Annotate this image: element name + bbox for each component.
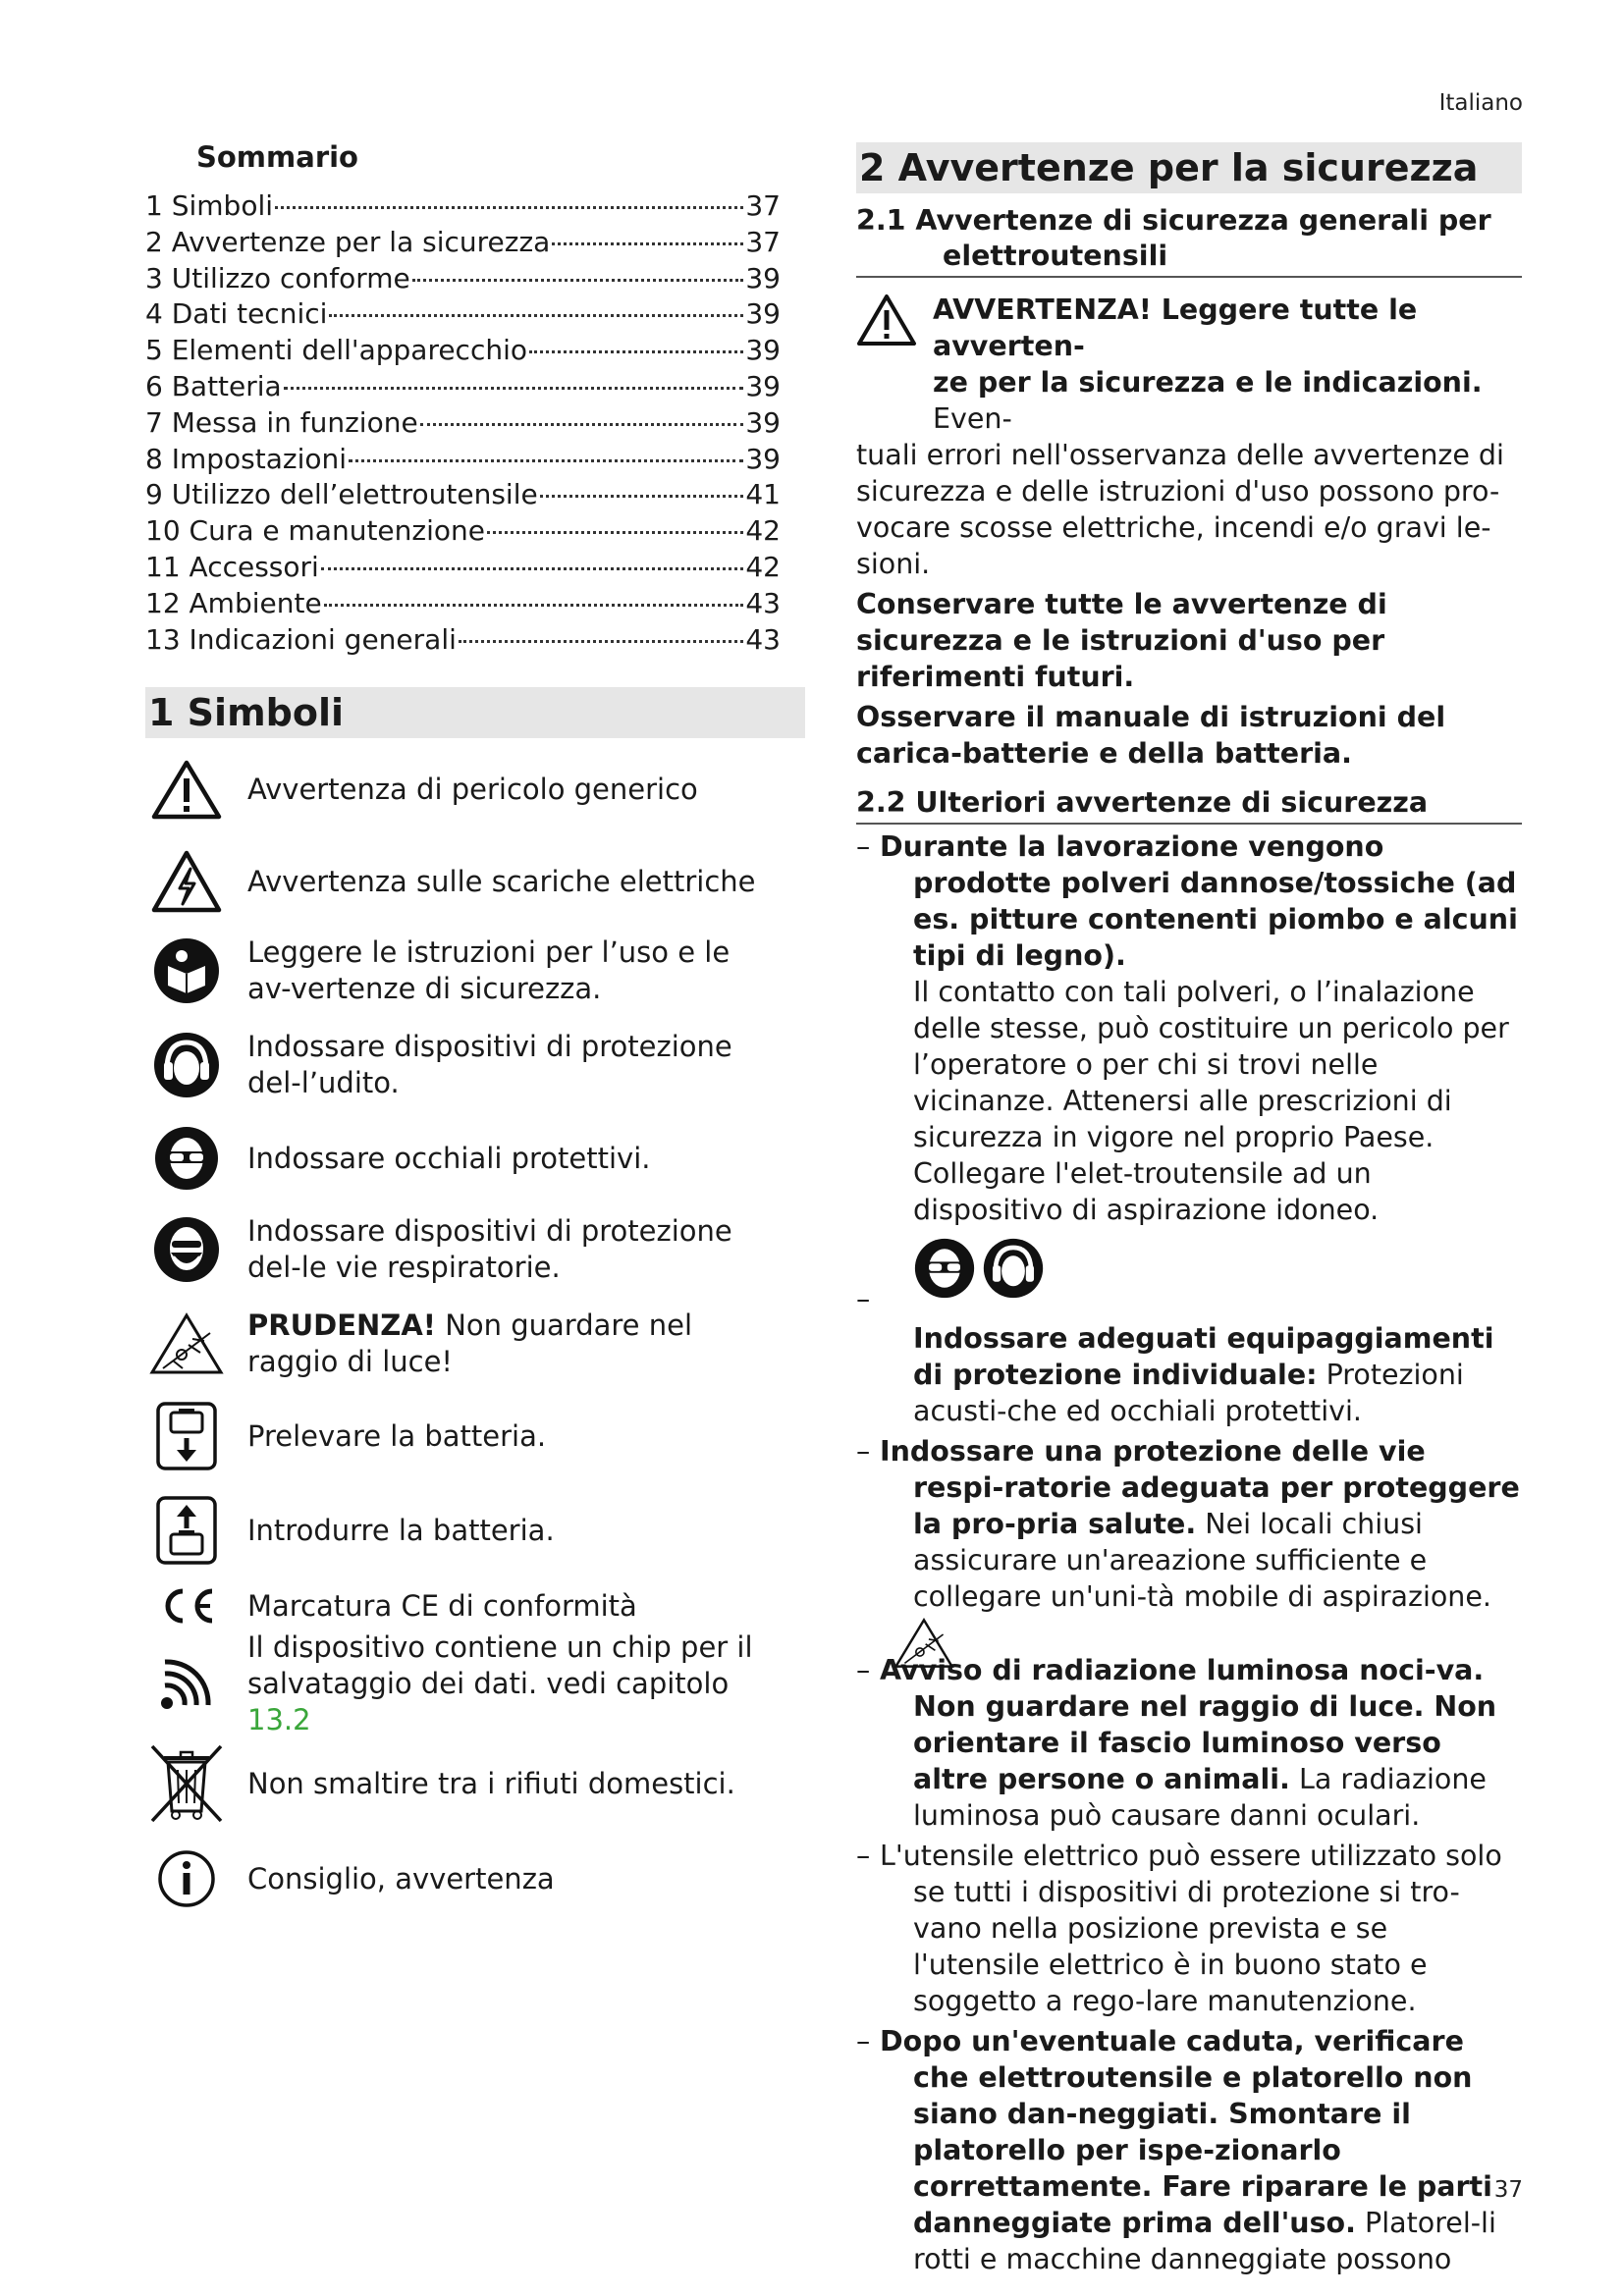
list-dash: – <box>856 2025 871 2057</box>
toc-entry-page: 42 <box>745 550 781 583</box>
toc-entry[interactable] <box>145 369 781 405</box>
toc-entry-label: 6 Batteria <box>145 369 282 402</box>
warning-text: Even- <box>933 402 1012 435</box>
safety-item <box>856 1652 1522 1834</box>
symbol-row <box>145 1629 805 1736</box>
symbol-row <box>145 1849 805 1908</box>
toc-leader-dots <box>275 206 743 209</box>
subsection-heading-additional: 2.2 Ulteriori avvertenze di sicurezza <box>856 785 1522 825</box>
symbol-row <box>145 760 805 819</box>
toc-leader-dots <box>487 531 743 534</box>
toc-leader-dots <box>284 387 744 390</box>
symbol-description: Avvertenza sulle scariche elettriche <box>247 864 756 898</box>
symbol-description <box>247 1308 758 1380</box>
symbol-description: Indossare dispositivi di protezione del-le vie respiratorie. <box>247 1214 732 1285</box>
respiratory-protection-icon <box>145 1215 228 1284</box>
table-of-contents <box>145 188 781 658</box>
toc-leader-dots <box>420 423 744 426</box>
toc-entry-page: 41 <box>745 478 781 511</box>
toc-entry-label: 11 Accessori <box>145 550 319 583</box>
item-text: Nei locali chiusi assicurare un'areazione sufficiente e collegare un'uni-tà mobile di aspirazione. <box>913 1508 1491 1613</box>
ear-protection-icon <box>982 1237 1045 1308</box>
toc-entry[interactable] <box>145 225 781 261</box>
symbols-list <box>145 760 805 1908</box>
rfid-text: Il dispositivo contiene un chip per il salvataggio dei dati. vedi capitolo <box>247 1629 753 1700</box>
page-number: 37 <box>1493 2177 1523 2203</box>
toc-leader-dots <box>529 350 743 353</box>
toc-entry-page: 43 <box>745 586 781 619</box>
safety-item <box>856 2023 1522 2277</box>
rfid-chip-icon <box>145 1654 228 1713</box>
chapter-link[interactable]: 13.2 <box>247 1702 311 1736</box>
toc-entry-page: 39 <box>745 334 781 367</box>
symbol-description: Leggere le istruzioni per l’uso e le av-vertenze di sicurezza. <box>247 935 731 1006</box>
list-dash: – <box>856 1840 871 1872</box>
item-text: Protezioni acusti-che ed occhiali protettivi. <box>913 1359 1464 1427</box>
electric-warning-icon <box>145 849 228 914</box>
caution-text: Non guardare nel raggio di luce! <box>247 1308 693 1379</box>
section-heading-safety: 2 Avvertenze per la sicurezza <box>856 142 1522 193</box>
toc-entry[interactable] <box>145 586 781 622</box>
toc-leader-dots <box>324 604 744 607</box>
subsection-heading-line: 2.1 Avvertenze di sicurezza generali per <box>856 204 1491 237</box>
item-body <box>913 1320 1522 1429</box>
item-bold: Avviso di radiazione luminosa noci-va. Non guardare nel raggio di luce. Non orientare il fascio luminoso verso altre persone o animali. <box>880 1654 1497 1795</box>
caution-label: PRUDENZA! <box>247 1308 436 1343</box>
toc-entry-label: 13 Indicazioni generali <box>145 622 457 656</box>
ce-mark-icon <box>145 1586 228 1626</box>
warning-text: tuali errori nell'osservanza delle avvertenze di sicurezza e delle istruzioni d'uso possono pro-vocare scosse elettriche, incendi e/o gravi le-sioni. <box>856 439 1504 580</box>
toc-entry[interactable] <box>145 261 781 297</box>
item-text: La radiazione luminosa può causare danni oculari. <box>913 1763 1487 1832</box>
toc-entry-page: 39 <box>745 261 781 294</box>
eye-protection-icon <box>145 1125 228 1192</box>
symbol-description: Indossare occhiali protettivi. <box>247 1141 651 1175</box>
toc-entry[interactable] <box>145 296 781 333</box>
subsection-heading-line: elettroutensili <box>943 240 1168 272</box>
list-dash: – <box>856 830 871 863</box>
symbol-row <box>145 1213 805 1286</box>
item-bold: Indossare una protezione delle vie respi-ratorie adeguata per proteggere la pro-pria salute. <box>880 1435 1520 1540</box>
right-column <box>856 142 1522 2277</box>
warning-second-line <box>856 364 1522 437</box>
warning-bold-text: AVVERTENZA! Leggere tutte le avverten- <box>933 294 1418 362</box>
symbol-row <box>145 1125 805 1192</box>
language-label: Italiano <box>1438 90 1523 116</box>
item-bold: Durante la lavorazione vengono prodotte polveri dannose/tossiche (ad es. pitture contenenti piombo e alcuni tipi di legno). <box>880 830 1518 972</box>
symbol-description: Introdurre la batteria. <box>247 1513 555 1547</box>
symbol-description: Marcatura CE di conformità <box>247 1588 637 1623</box>
laser-warning-icon <box>893 1617 954 1679</box>
toc-entry[interactable] <box>145 333 781 369</box>
toc-entry[interactable] <box>145 188 781 225</box>
toc-entry-page: 39 <box>745 405 781 439</box>
symbol-description: Prelevare la batteria. <box>247 1418 547 1453</box>
toc-entry-page: 42 <box>745 514 781 548</box>
laser-warning-icon <box>145 1311 228 1376</box>
warning-triangle-icon <box>145 759 228 820</box>
toc-entry[interactable] <box>145 405 781 442</box>
general-warning <box>856 292 1522 582</box>
toc-entry-label: 10 Cura e manutenzione <box>145 514 485 548</box>
ppe-icons <box>913 1238 1522 1307</box>
symbol-description: Consiglio, avvertenza <box>247 1861 555 1896</box>
toc-entry-page: 43 <box>745 622 781 656</box>
safety-item <box>856 1838 1522 2019</box>
list-dash: – <box>856 1435 871 1468</box>
symbol-description: Indossare dispositivi di protezione del-l’udito. <box>247 1030 732 1100</box>
symbol-description: Avvertenza di pericolo generico <box>247 772 698 806</box>
item-text: Il contatto con tali polveri, o l’inalazione delle stesse, può costituire un pericolo per l’operatore o per chi si trovi nelle vicinanze. Attenersi alle prescrizioni di sicurezza in vigore nel proprio Paese. Collegare l'elet-troutensile ad un dispositivo di aspirazione idoneo. <box>913 976 1509 1226</box>
toc-entry-label: 9 Utilizzo dell’elettroutensile <box>145 478 538 511</box>
warning-bold-text: ze per la sicurezza e le indicazioni. <box>933 366 1483 399</box>
toc-entry[interactable] <box>145 477 781 513</box>
toc-entry-page: 37 <box>745 189 781 222</box>
item-text: L'utensile elettrico può essere utilizzato solo se tutti i dispositivi di protezione si tro-vano nella posizione prevista e se l'utensile elettrico è in buono stato e soggetto a rego-lare manutenzione. <box>880 1840 1502 2017</box>
toc-entry-page: 39 <box>745 442 781 475</box>
list-dash: – <box>856 1283 871 1315</box>
toc-leader-dots <box>552 242 743 245</box>
item-bold: Indossare adeguati equipaggiamenti di protezione individuale: <box>913 1322 1494 1391</box>
toc-entry[interactable] <box>145 622 781 659</box>
left-column <box>145 137 805 1908</box>
warning-triangle-icon <box>856 294 917 355</box>
keep-instructions-text: Conservare tutte le avvertenze di sicurezza e le istruzioni d'uso per riferimenti futuri. <box>856 588 1387 693</box>
toc-entry-label: 5 Elementi dell'apparecchio <box>145 334 528 367</box>
list-dash: – <box>856 1654 871 1686</box>
crossed-bin-icon <box>145 1742 228 1825</box>
toc-leader-dots <box>349 459 743 462</box>
symbol-row <box>145 1741 805 1826</box>
toc-entry[interactable] <box>145 442 781 478</box>
toc-entry-label: 8 Impostazioni <box>145 442 348 475</box>
eye-protection-icon <box>913 1237 976 1308</box>
safety-item <box>856 828 1522 1228</box>
subsection-heading-general <box>856 203 1522 278</box>
item-text: Platorel-li rotti e macchine danneggiate possono <box>913 2207 1496 2275</box>
symbol-row <box>145 850 805 913</box>
toc-leader-dots <box>321 567 744 570</box>
symbol-description: Non smaltire tra i rifiuti domestici. <box>247 1766 735 1800</box>
symbol-row <box>145 934 805 1007</box>
toc-entry-label: 3 Utilizzo conforme <box>145 261 410 294</box>
toc-entry-label: 1 Simboli <box>145 189 274 222</box>
symbol-row <box>145 1029 805 1101</box>
toc-entry-page: 39 <box>745 297 781 331</box>
toc-entry-label: 12 Ambiente <box>145 586 322 619</box>
toc-entry[interactable] <box>145 513 781 550</box>
toc-title: Sommario <box>196 140 358 174</box>
toc-leader-dots <box>329 314 743 317</box>
toc-entry-page: 39 <box>745 369 781 402</box>
toc-leader-dots <box>412 279 744 282</box>
remove-battery-icon <box>145 1401 228 1471</box>
section-heading-symbols: 1 Simboli <box>145 687 805 738</box>
charger-manual-text: Osservare il manuale di istruzioni del carica-batterie e della batteria. <box>856 701 1446 770</box>
symbol-description <box>247 1629 758 1738</box>
toc-entry-label: 2 Avvertenze per la sicurezza <box>145 225 551 258</box>
read-manual-icon <box>145 936 228 1005</box>
symbol-row <box>145 1308 805 1380</box>
toc-entry-page: 37 <box>745 225 781 258</box>
info-icon <box>145 1849 228 1908</box>
symbol-row <box>145 1584 805 1628</box>
item-bold: Dopo un'eventuale caduta, verificare che elettroutensile e platorello non siano dan-neggiati. Smontare il platorello per ispe-zionarlo correttamente. Fare riparare le parti danneggiate prima dell'uso. <box>880 2025 1492 2239</box>
symbol-row <box>145 1400 805 1472</box>
safety-item-ppe <box>856 1238 1522 1429</box>
symbol-row <box>145 1494 805 1567</box>
toc-leader-dots <box>459 640 743 643</box>
toc-entry-label: 7 Messa in funzione <box>145 405 418 439</box>
ear-protection-icon <box>145 1031 228 1099</box>
safety-item <box>856 1433 1522 1615</box>
toc-entry[interactable] <box>145 550 781 586</box>
toc-entry-label: 4 Dati tecnici <box>145 297 328 331</box>
insert-battery-icon <box>145 1495 228 1566</box>
toc-leader-dots <box>540 495 744 498</box>
